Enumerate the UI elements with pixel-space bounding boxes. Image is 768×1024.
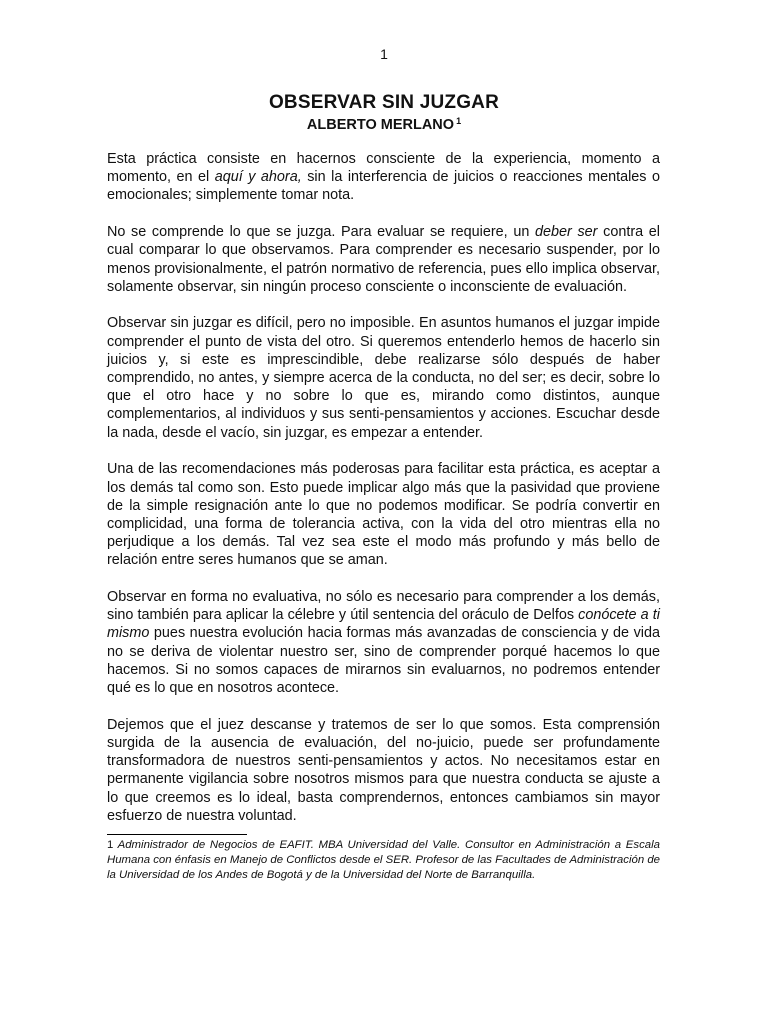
paragraph-2-emphasis: deber ser <box>535 224 598 241</box>
document-title: OBSERVAR SIN JUZGAR <box>268 92 500 113</box>
footnote-text: Administrador de Negocios de EAFIT. MBA Universidad del Valle. Consultor en Administración a Escala Humana con énfasis en Manejo de Conflictos desde el SER. Profesor de las Facultades de Administración de la Universidad de los Andes de Bogotá y de la Universidad del Norte de Barranquilla. <box>107 839 660 881</box>
author-name: ALBERTO MERLANO <box>306 117 455 133</box>
footnote-divider <box>107 834 247 835</box>
paragraph-2 <box>107 223 660 296</box>
document-body <box>107 150 660 825</box>
footnote <box>107 838 660 883</box>
paragraph-2-text-a: No se comprende lo que se juzga. Para evaluar se requiere, un <box>107 224 535 241</box>
paragraph-6: Dejemos que el juez descanse y tratemos de ser lo que somos. Esta comprensión surgida de la ausencia de evaluación, del no-juicio, puede ser profundamente transformadora de nuestros senti-pensamientos y actos. No necesitamos estar en permanente vigilancia sobre nosotros mismos para que nuestra conducta se ajuste a lo que creemos es lo ideal, basta comprendernos, entonces cambiamos sin mayor esfuerzo de nuestra voluntad. <box>107 716 660 824</box>
page-number: 1 <box>380 46 388 62</box>
author-footnote-mark: 1 <box>456 116 462 126</box>
paragraph-5-text-b: pues nuestra evolución hacia formas más avanzadas de consciencia y de vida no se deriva de violentar nuestro ser, sino de comprender porqué hacemos lo que hacemos. Si no somos capaces de mirarnos sin evaluarnos, no podremos entender qué es lo que en nosotros acontece. <box>107 625 660 697</box>
paragraph-5 <box>107 588 660 697</box>
paragraph-5-emphasis: conócete a ti mismo <box>107 607 661 642</box>
footnote-number: 1 <box>107 839 114 851</box>
paragraph-1-emphasis: aquí y ahora, <box>214 169 302 186</box>
paragraph-1-text-b: sin la interferencia de juicios o reacciones mentales o emocionales; simplemente tomar nota. <box>107 169 660 204</box>
author-line <box>0 116 768 133</box>
paragraph-3: Observar sin juzgar es difícil, pero no imposible. En asuntos humanos el juzgar impide comprender el punto de vista del otro. Si queremos entenderlo hemos de hacerlo sin juicios y, si este es imprescindible, debe realizarse sólo después de haber comprendido, no antes, y siempre acerca de la conducta, no del ser; es decir, sobre lo que el otro hace y no sobre lo que es, mirando como distintos, aunque complementarios, al individuos y sus senti-pensamientos y acciones. Escuchar desde la nada, desde el vacío, sin juzgar, es empezar a entender. <box>107 315 660 441</box>
paragraph-1 <box>107 150 660 205</box>
paragraph-1-text-a: Esta práctica consiste en hacernos consciente de la experiencia, momento a momento, en el <box>107 151 660 186</box>
paragraph-2-text-b: contra el cual comparar lo que observamos. Para comprender es necesario suspender, por lo menos provisionalmente, el patrón normativo de referencia, pues ello implica observar, solamente observar, sin ningún proceso consciente o inconsciente de evaluación. <box>107 224 660 295</box>
paragraph-5-text-a: Observar en forma no evaluativa, no sólo es necesario para comprender a los demás, sino también para aplicar la célebre y útil sentencia del oráculo de Delfos <box>107 589 660 624</box>
paragraph-4: Una de las recomendaciones más poderosas para facilitar esta práctica, es aceptar a los demás tal como son. Esto puede implicar algo más que la pasividad que proviene de la simple resignación ante lo que no podemos modificar. Se podría convertir en complicidad, una forma de tolerancia activa, con la vida del otro mientras ella no perjudique a los demás. Tal vez sea este el modo más profundo y más bello de relación entre seres humanos que se aman. <box>107 461 660 569</box>
